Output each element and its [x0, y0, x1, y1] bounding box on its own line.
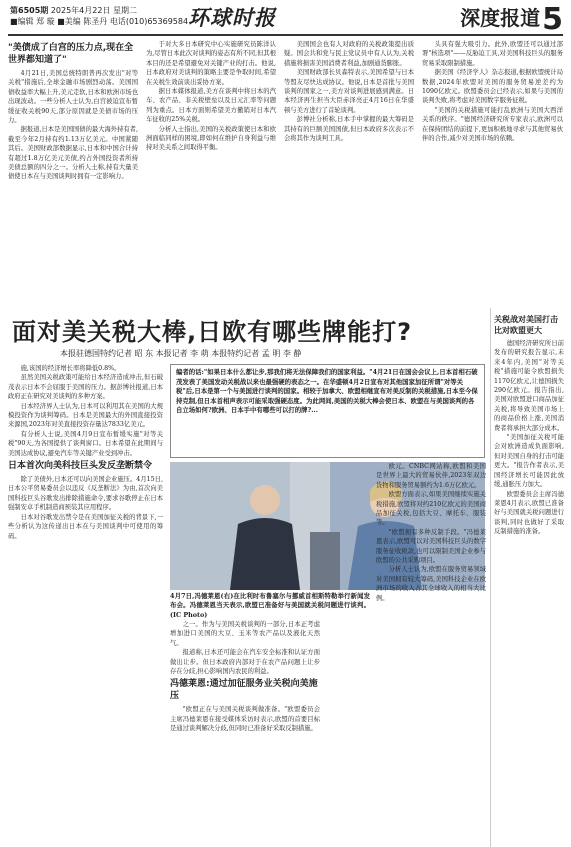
section-title: [460, 2, 563, 37]
issue-date: 2025年4月22日: [50, 6, 111, 15]
editors-line: ■编辑 郑 璇 ■美编 陈圣丹 电话(010)65369584: [10, 17, 189, 26]
column-divider: [490, 308, 491, 847]
subhead-us-debt: "美债成了白宫的压力点,现在全世界都知道了": [8, 43, 134, 65]
paragraph: 欧盟方面表示,如果美国继续实施关税措施,欧盟将对约210亿欧元的美国商品加征关税,包括大豆、摩托车、服装等。: [376, 491, 486, 527]
subhead-tariff-impact: 关税战对美国打击比对欧盟更大: [494, 315, 558, 335]
column-5: [494, 312, 564, 842]
header-rule: [8, 34, 563, 36]
paragraph: 据报道,日本是美国国债的最大海外持有者,截至今年2月持有约1.13万亿美元。中国紧随其后。美国财政部数据显示,日本和中国合计持有超过1.8万亿美元美债,约占外国投资者所持美债总额的四分之一。分析人士称,持有大量美债使日本在与美国谈判时拥有一定影响力。: [8, 126, 138, 181]
photo-caption: 4月7日,冯德莱恩(右)在比利时布鲁塞尔与挪威首相斯特勒举行新闻发布会。冯德莱恩当天表示,欧盟已准备好与美国就关税问题进行谈判。(IC Photo): [170, 592, 370, 619]
paragraph: 美国财政部长贝森特表示,美国希望与日本等盟友尽快达成协议。他说,日本是首批与美国谈判的国家之一,美方对谈判进展感到满意。日本经济再生担当大臣赤泽亮正4月16日在华盛顿与美方进行了首轮谈判。: [284, 69, 414, 114]
column-1: [8, 40, 138, 304]
paragraph: 德国经济研究所日前发布的研究报告显示,未来4年内,美国"对等关税"措施可能令欧盟损失1170亿欧元,让德国损失290亿欧元。报告指出,美国对欧盟进口商品加征关税,将导致美国市场上的商品价格上涨,美国消费者将承担大部分成本。: [494, 340, 564, 432]
paragraph: 施,该国的经济增长率将降低0.8%。: [20, 365, 121, 372]
section-name: 深度报道: [460, 6, 541, 30]
paragraph: 分析人士认为,欧盟在服务贸易领域对美国拥有较大筹码,美国科技企业在欧洲市场的收入占其全球收入的相当大比例。: [376, 566, 486, 602]
paragraph: 据美国《经济学人》杂志报道,根据欧盟统计局数据,2024年欧盟对美国的服务贸易逆差约为1090亿欧元。欧盟委员会已经表示,如果与美国的谈判失败,将考虑对美国数字服务征税。: [422, 69, 563, 105]
paragraph: 美国国会也有人对政府的关税政策提出质疑。国会共和党与民主党议员中有人认为,关税措施将损害美国消费者利益,加剧通货膨胀。: [284, 41, 414, 67]
paragraph: 之一。作为与美国关税谈判的一部分,日本正考虑增加进口美国的大豆、玉米等农产品以及液化天然气。: [170, 621, 320, 647]
paragraph: 欧盟委员会主席冯德莱恩4月表示,欧盟已准备好与美国就关税问题进行谈判,同时也做好了采取反制措施的准备。: [494, 490, 564, 536]
subhead-service-tariff: 冯德莱恩:通过加征服务业关税向美施压: [170, 679, 318, 702]
paragraph: 日本对谷歌发出禁令是在美国加征关税的背景下,一些分析认为这传递出日本在与美国谈判中可使用的筹码。: [8, 513, 163, 540]
paragraph: "美国的关税措施可能打乱欧洲与美国大西洋关系的秩序。"德国经济研究所专家表示,欧洲可以在保持团结的前提下,更加积极地寻求与其他贸易伙伴的合作,减少对美国市场的依赖。: [422, 106, 563, 143]
paragraph: "美国加征关税可能会对欧洲造成负面影响,但对美国自身的打击可能更大。"报告作者表示,美国经济增长可能因此放缓,通胀压力加大。: [494, 434, 564, 489]
issue-number: 第6505期: [10, 6, 49, 15]
paragraph: 报道称,日本还可能会在汽车安全标准和认证方面做出让步。但日本政府内部对于在农产品问题上让步存在分歧,担心影响国内农民的利益。: [170, 649, 320, 676]
byline: 本报驻德国特约记者 昭 东 本报记者 李 萌 本报特约记者 孟 明 李 静: [60, 349, 302, 358]
paragraph: 有分析人士说,美国4月9日宣布暂缓实施"对等关税"90天,为各国提供了谈判窗口。日本希望在此期间与美国达成协议,避免汽车等关键产业受到冲击。: [8, 430, 163, 457]
column-7: [170, 620, 320, 842]
paragraph: 分析人士指出,美国的关税政策使日本和欧洲面临同样的困境,即如何在维护自身利益与维持对美关系之间取得平衡。: [146, 125, 276, 152]
paragraph: "欧盟正在与美国关税谈判做准备。"欧盟委员会主席冯德莱恩在接受媒体采访时表示,欧盟的首要目标是通过谈判解决分歧,但同时已准备好采取反制措施。: [170, 706, 320, 733]
column-6: [8, 364, 163, 842]
paragraph: 于对大多日本研究中心实施研究员陈洋认为,尽管日本此次对谈判的姿态有所不同,但其根本目的还是希望避免对关键产业的打击。他说,日本政府对美谈判的策略主要是争取时间,希望在关税生效前谈出妥协方案。: [146, 41, 276, 86]
page-number: 5: [542, 2, 563, 37]
paragraph: 除了美债外,日本还可以向美国企业施压。4月15日,日本公平贸易委员会以违反《反垄断法》为由,首次向美国科技巨头谷歌发出排除措施命令,要求谷歌停止在日本强制安卓手机制造商预装其应用程序。: [8, 476, 163, 512]
issue-weekday: 星期二: [113, 6, 137, 15]
main-headline: 面对美关税大棒,日欧有哪些牌能打?: [12, 318, 413, 346]
paragraph: 据日本媒体报道,美方在谈判中将日本的汽车、农产品、非关税壁垒以及日元汇率等问题列为重点。日本方面则希望美方撤销对日本汽车征收的25%关税。: [146, 88, 276, 124]
paragraph: "欧盟拥有多种反制手段。"冯德莱恩表示,欧盟可以对美国科技巨头的数字服务征收税款,也可以限制美国企业参与欧盟的公共采购项目。: [376, 528, 486, 565]
paragraph: 头具有强大吸引力。此外,欧盟还可以通过部署"核选项"——反胁迫工具,对美国科技巨头的服务贸易采取限制措施。: [422, 41, 563, 67]
column-8: [376, 462, 486, 842]
subhead-antitrust: 日本首次向美科技巨头发反垄断禁令: [8, 461, 153, 472]
paragraph: 4月21日,美国总统特朗普再次发出"对等关税"措施后,全球金融市场剧烈动荡。美国国债收益率大幅上升,美元走软,日本和欧洲市场也出现波动。一些分析人士认为,白宫被迫宣布暂缓征收关税90天,部分原因就是美债市场的压力。: [8, 70, 138, 125]
editor-note-box: 编者的话:"如果日本什么都让步,那我们将无法保障我们的国家利益。"4月21日在国会会议上,日本首相石破茂发表了美国发动关税战以来也最强硬的表态之一。在华盛顿4月2日宣布对其他国家加征所谓"对等关税"后,日本是第一个与美国进行谈判的国家。相较于加拿大、欧盟相继宣布对美反制的关税措施,日本至今保持克制,但日本首相声表示可能采取强硬态度。为此网间,美国的关税大棒会使日本、欧盟在与美国谈判的各自立场如何?欧洲、日本手中有哪些可以打的牌?...: [170, 364, 485, 458]
column-3: [284, 40, 414, 304]
column-4: [422, 40, 563, 304]
paragraph: 虽然美国关税政策可能给日本经济造成冲击,但石破茂表示日本不会屈服于美国的压力。据彭博社报道,日本政府正在研究对美谈判的多种方案。: [8, 374, 163, 401]
paragraph: 彭博社分析称,日本手中掌握的最大筹码是其持有的巨额美国国债,但日本政府多次表示不会将其作为谈判工具。: [284, 116, 414, 143]
paragraph: 日本经济界人士认为,日本可以利用其在美国的大规模投资作为谈判筹码。日本是美国最大的外国直接投资来源国,2023年对美直接投资存量达7833亿美元。: [8, 402, 163, 429]
paragraph: 欧元。CNBC网站称,欧盟和美国是世界上最大的贸易伙伴,2023年双边货物和服务贸易额约为1.6万亿欧元。: [376, 463, 486, 489]
masthead-logo: 环球时报: [188, 6, 276, 30]
column-2: [146, 40, 276, 304]
header-left: [10, 5, 188, 27]
